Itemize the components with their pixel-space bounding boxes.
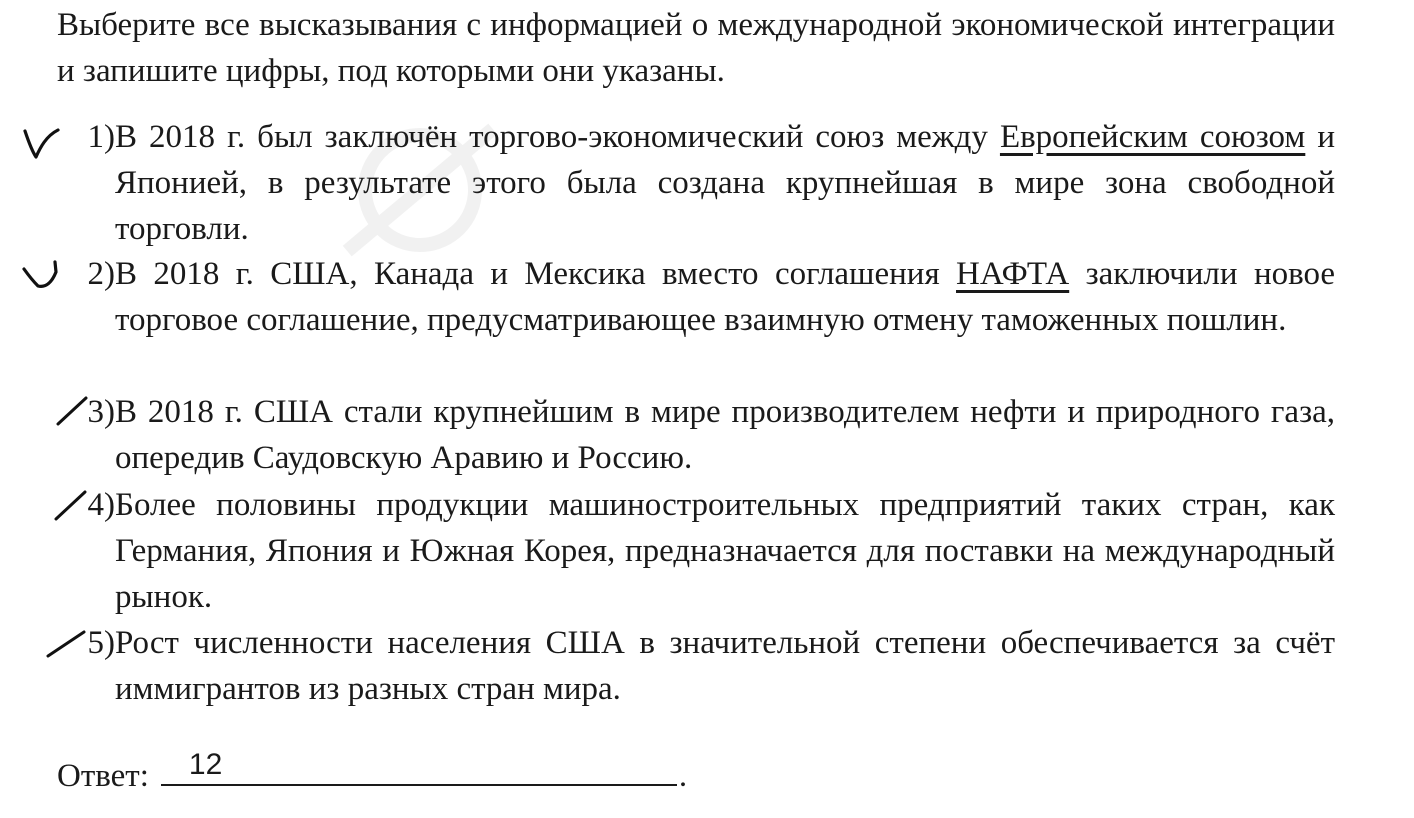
answer-row [57,744,687,799]
task-instruction: Выберите все высказывания с информацией о международной экономической интеграции и запишите цифры, под которыми они указаны. [57,7,1335,89]
strikethrough-mark-icon [54,488,90,524]
statement-text: В 2018 г. США, Канада и Мексика вместо соглашения НАФТА заключили новое торговое соглашение, предусматривающее взаимную отмену таможенных пошлин. [115,256,1336,338]
strikethrough-mark-icon [46,626,90,662]
statement-number: 4) [87,487,115,523]
answer-period: . [678,758,688,794]
answer-field[interactable] [161,744,677,786]
statement-5 [57,620,1335,712]
statement-text: Рост численности населения США в значительной степени обеспечивается за счёт иммигрантов из разных стран мира. [115,625,1335,707]
underlined-phrase: Европейским союзом [999,119,1306,155]
underlined-phrase: НАФТА [956,256,1070,292]
statement-number: 3) [87,394,115,430]
statement-number: 1) [87,119,115,155]
strikethrough-mark-icon [56,394,90,430]
answer-label: Ответ: [57,758,149,794]
checkmark-icon [22,126,62,162]
statement-1 [57,114,1335,252]
statement-3 [57,389,1335,481]
statement-number: 5) [87,625,115,661]
statement-4 [57,482,1335,620]
answer-value: 12 [188,748,223,781]
checkmark-icon [22,258,64,292]
statement-text: Более половины продукции машиностроительных предприятий таких стран, как Германия, Япония и Южная Корея, предназначается для поставки на международный рынок. [115,487,1335,615]
statement-text: В 2018 г. был заключён торгово-экономический союз между Европейским союзом и Японией, в результате этого была создана крупнейшая в мире зона свободной торговли. [115,119,1336,247]
statement-2 [57,251,1335,343]
statement-text: В 2018 г. США стали крупнейшим в мире производителем нефти и природного газа, опередив Саудовскую Аравию и Россию. [115,394,1335,476]
statement-number: 2) [87,256,115,292]
